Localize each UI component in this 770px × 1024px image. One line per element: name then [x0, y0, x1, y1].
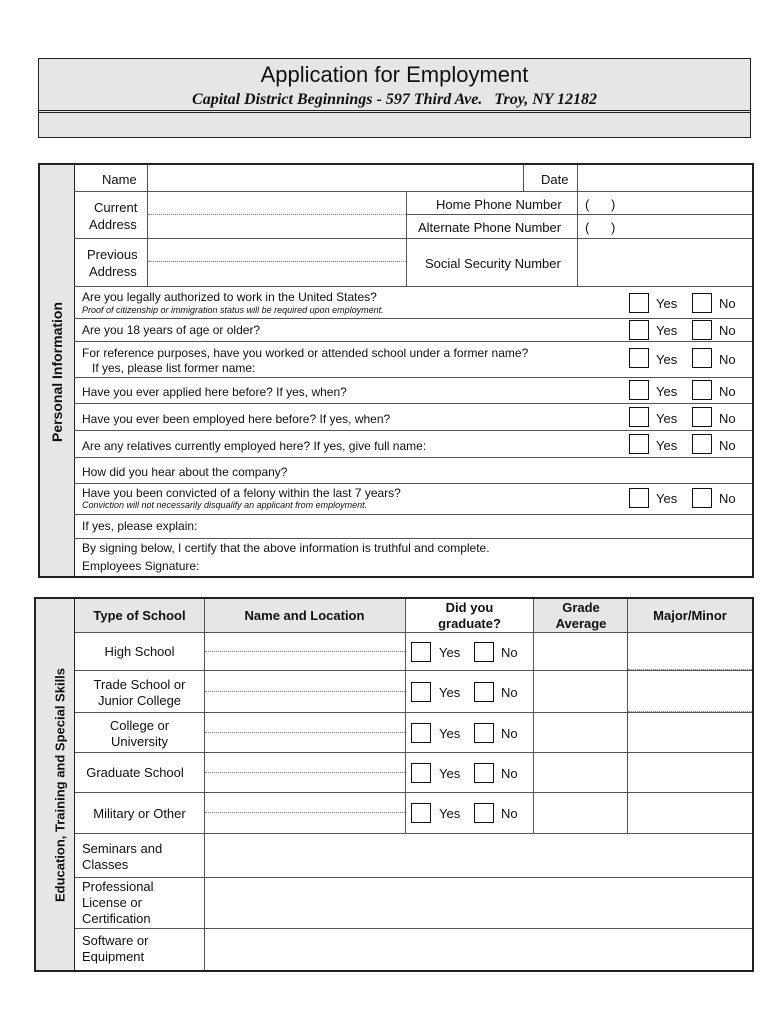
yes-label: Yes [439, 806, 461, 821]
current-address-label-1: Current [94, 200, 138, 215]
alt-phone-label: Alternate Phone Number [418, 220, 562, 235]
no-label: No [719, 491, 736, 506]
yes-label: Yes [656, 323, 678, 338]
yes-label: Yes [439, 726, 461, 741]
row-seminars-1: Seminars and [82, 841, 163, 856]
employed-no-checkbox[interactable] [692, 407, 712, 427]
row-graduate-school: Graduate School [86, 765, 184, 780]
page-title: Application for Employment [260, 62, 529, 87]
row-trade-1: Trade School or [93, 677, 186, 692]
row-software-2: Equipment [82, 949, 145, 964]
yes-label: Yes [439, 685, 461, 700]
rule [148, 214, 406, 215]
explain-field[interactable] [210, 515, 750, 537]
q-applied: Have you ever applied here before? If yes, when? [82, 385, 347, 399]
age-no-checkbox[interactable] [692, 320, 712, 340]
relatives-yes-checkbox[interactable] [629, 434, 649, 454]
rule [205, 732, 405, 733]
no-label: No [719, 323, 736, 338]
name-label: Name [102, 172, 137, 187]
col-grade-1: Grade [562, 600, 600, 615]
college-yes-checkbox[interactable] [411, 723, 431, 743]
current-address-field-2[interactable] [148, 216, 406, 237]
rule [148, 261, 406, 262]
current-address-label-2: Address [89, 217, 137, 232]
rule [406, 191, 407, 286]
name-field[interactable] [148, 166, 523, 191]
row-license-1: Professional [82, 879, 154, 894]
row-license-3: Certification [82, 911, 151, 926]
no-label: No [719, 411, 736, 426]
rule [628, 669, 752, 670]
no-label: No [719, 352, 736, 367]
rule [74, 318, 752, 319]
q-former-name-1: For reference purposes, have you worked or attended school under a former name? [82, 346, 529, 360]
no-label: No [719, 296, 736, 311]
col-graduate-1: Did you [445, 600, 494, 615]
rule [74, 430, 752, 431]
college-no-checkbox[interactable] [474, 723, 494, 743]
trade-no-checkbox[interactable] [474, 682, 494, 702]
row-college-2: University [110, 734, 169, 749]
q-former-name-2: If yes, please list former name: [92, 361, 256, 375]
q-employed: Have you ever been employed here before? If yes, when? [82, 412, 391, 426]
current-address-field-1[interactable] [148, 193, 406, 214]
signature-label: Employees Signature: [82, 559, 200, 573]
applied-no-checkbox[interactable] [692, 380, 712, 400]
no-label: No [501, 685, 518, 700]
rule [627, 599, 628, 833]
high-school-yes-checkbox[interactable] [411, 642, 431, 662]
q-explain: If yes, please explain: [82, 519, 198, 533]
q-age: Are you 18 years of age or older? [82, 323, 261, 337]
rule [577, 165, 578, 286]
row-military: Military or Other [93, 806, 186, 821]
rule [205, 651, 405, 652]
former-name-no-checkbox[interactable] [692, 348, 712, 368]
graduate-no-checkbox[interactable] [474, 763, 494, 783]
rule [74, 377, 752, 378]
felony-no-checkbox[interactable] [692, 488, 712, 508]
col-name-location: Name and Location [244, 608, 365, 623]
military-no-checkbox[interactable] [474, 803, 494, 823]
authorized-yes-checkbox[interactable] [629, 293, 649, 313]
rule [74, 483, 752, 484]
age-yes-checkbox[interactable] [629, 320, 649, 340]
high-school-no-checkbox[interactable] [474, 642, 494, 662]
home-phone-label: Home Phone Number [436, 197, 562, 212]
rule [75, 712, 752, 713]
ssn-field[interactable] [578, 240, 752, 284]
q-felony-note: Conviction will not necessarily disqualify an applicant from employment. [82, 500, 368, 510]
rule [75, 792, 752, 793]
no-label: No [501, 806, 518, 821]
rule [405, 599, 406, 833]
row-license-2: License or [82, 895, 142, 910]
previous-address-field[interactable] [148, 240, 406, 284]
yes-label: Yes [656, 296, 678, 311]
rule [74, 403, 752, 404]
rule [523, 165, 524, 191]
q-authorized: Are you legally authorized to work in the United States? [82, 290, 377, 304]
applied-yes-checkbox[interactable] [629, 380, 649, 400]
row-seminars-2: Classes [82, 857, 129, 872]
certify-text: By signing below, I certify that the above information is truthful and complete. [82, 541, 490, 555]
col-major: Major/Minor [653, 608, 727, 623]
q-hear: How did you hear about the company? [82, 465, 288, 479]
authorized-no-checkbox[interactable] [692, 293, 712, 313]
rule [75, 632, 752, 633]
yes-label: Yes [656, 411, 678, 426]
license-field[interactable] [205, 878, 752, 928]
felony-yes-checkbox[interactable] [629, 488, 649, 508]
rule [74, 238, 752, 239]
rule [74, 191, 752, 192]
col-type: Type of School [93, 608, 186, 623]
ssn-label: Social Security Number [425, 256, 561, 271]
rule [75, 752, 752, 753]
header-rule [39, 110, 750, 113]
software-field[interactable] [205, 929, 752, 969]
personal-info-label: Personal Information [49, 301, 65, 443]
former-name-yes-checkbox[interactable] [629, 348, 649, 368]
yes-label: Yes [439, 766, 461, 781]
previous-address-label-1: Previous [87, 247, 138, 262]
no-label: No [719, 384, 736, 399]
no-label: No [719, 438, 736, 453]
yes-label: Yes [439, 645, 461, 660]
q-authorized-note: Proof of citizenship or immigration status will be required upon employment. [82, 305, 384, 315]
previous-address-label-2: Address [89, 264, 137, 279]
rule [74, 457, 752, 458]
rule [406, 214, 752, 215]
rule [628, 711, 752, 712]
no-label: No [501, 726, 518, 741]
yes-label: Yes [656, 384, 678, 399]
home-phone-parens[interactable]: ( ) [585, 197, 616, 212]
rule [533, 599, 534, 833]
yes-label: Yes [656, 352, 678, 367]
row-college-1: College or [109, 718, 170, 733]
no-label: No [501, 645, 518, 660]
rule [205, 812, 405, 813]
q-felony: Have you been convicted of a felony within the last 7 years? [82, 486, 401, 500]
employed-yes-checkbox[interactable] [629, 407, 649, 427]
alt-phone-parens[interactable]: ( ) [585, 220, 616, 235]
row-high-school: High School [104, 644, 175, 659]
trade-yes-checkbox[interactable] [411, 682, 431, 702]
col-graduate-2: graduate? [438, 616, 501, 631]
military-yes-checkbox[interactable] [411, 803, 431, 823]
page-subtitle: Capital District Beginnings - 597 Third Ave. Troy, NY 12182 [192, 91, 597, 108]
yes-label: Yes [656, 438, 678, 453]
signature-field[interactable] [210, 556, 750, 575]
seminars-field[interactable] [205, 834, 752, 877]
rule [74, 341, 752, 342]
relatives-no-checkbox[interactable] [692, 434, 712, 454]
row-trade-2: Junior College [97, 693, 182, 708]
rule [205, 691, 405, 692]
col-grade-2: Average [555, 616, 607, 631]
yes-label: Yes [656, 491, 678, 506]
no-label: No [501, 766, 518, 781]
rule [74, 538, 752, 539]
date-field[interactable] [578, 166, 752, 191]
rule [205, 772, 405, 773]
q-relatives: Are any relatives currently employed here? If yes, give full name: [82, 439, 427, 453]
rule [147, 165, 148, 286]
row-software-1: Software or [82, 933, 149, 948]
education-label: Education, Training and Special Skills [52, 667, 68, 903]
rule [74, 286, 752, 287]
rule [75, 670, 752, 671]
graduate-yes-checkbox[interactable] [411, 763, 431, 783]
date-label: Date [541, 172, 569, 187]
